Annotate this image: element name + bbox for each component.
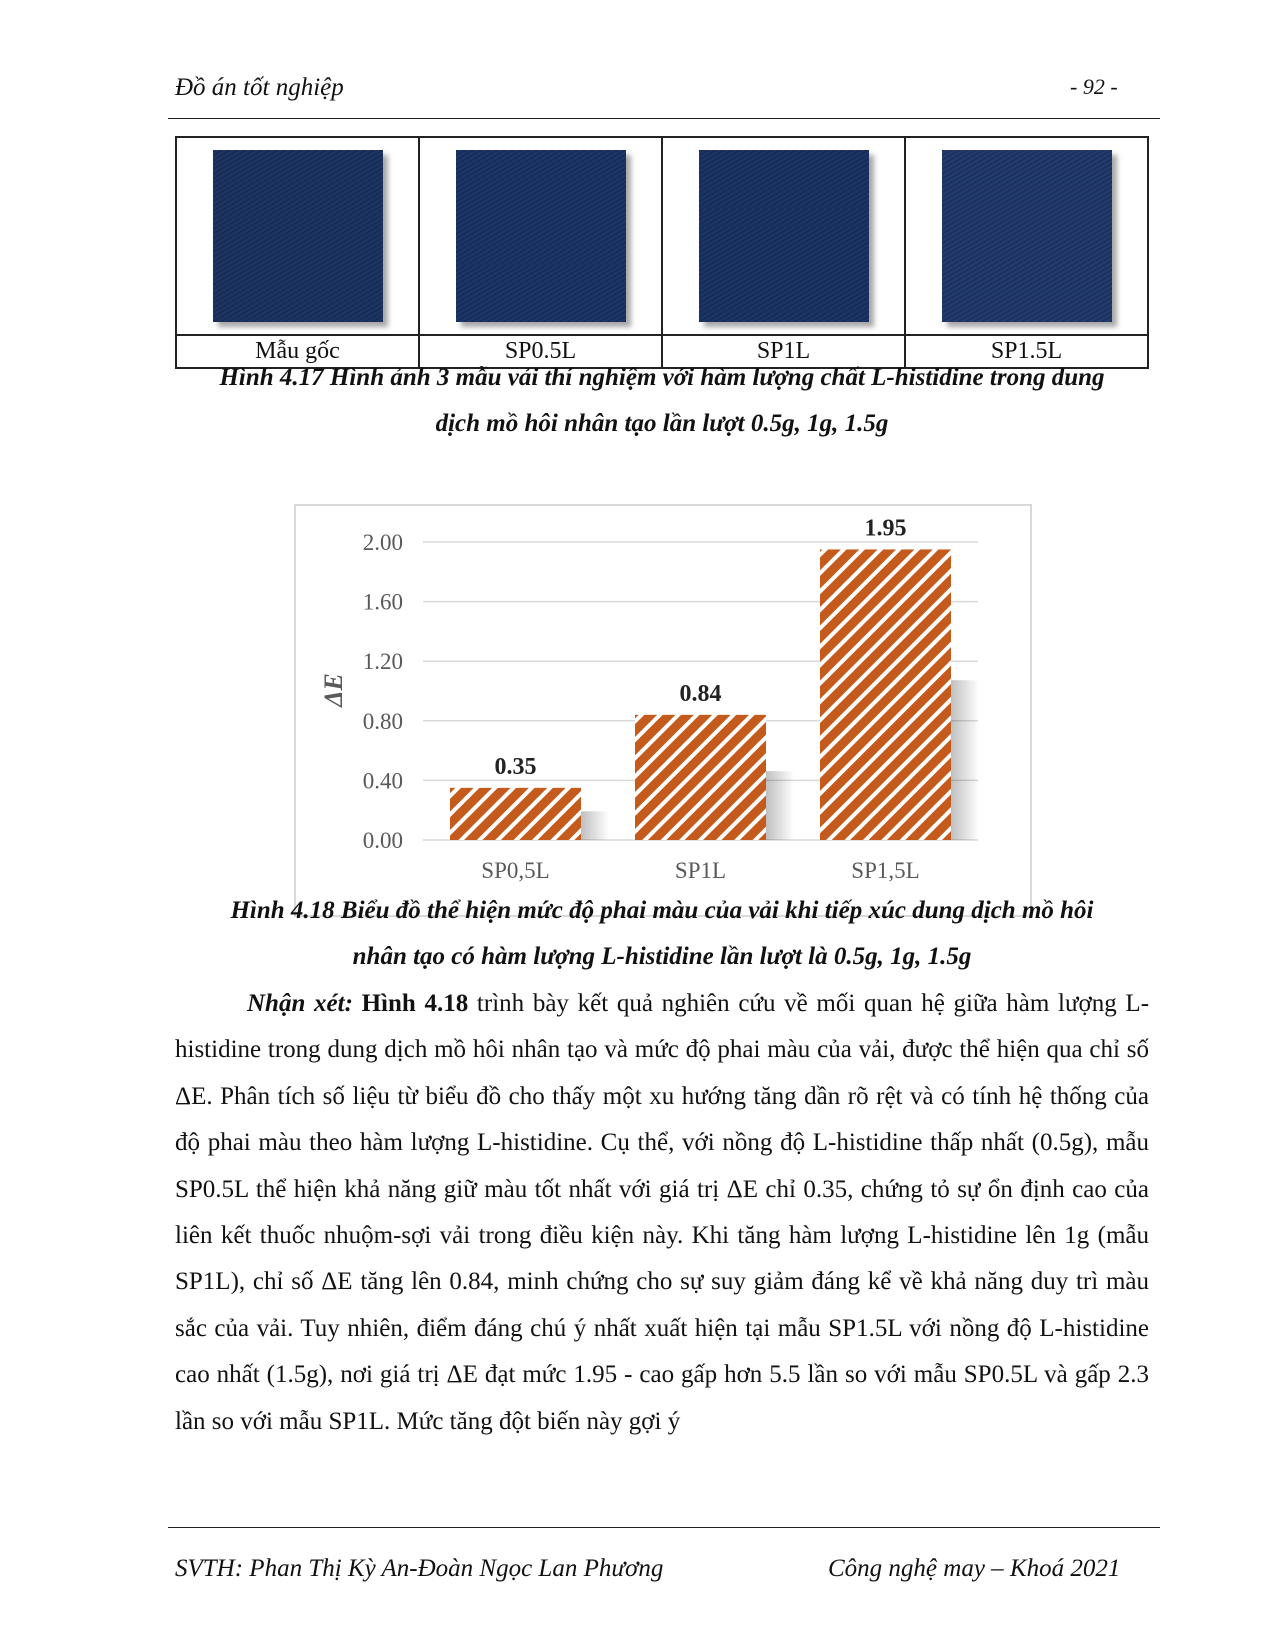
fabric-swatch-image [213,150,383,322]
header-divider [168,118,1160,119]
fabric-swatch-image [942,150,1112,322]
sample-label: SP0.5L [419,335,662,368]
footer-divider [168,1527,1160,1528]
fabric-swatch-image [699,150,869,322]
caption-line: Hình 4.17 Hình ảnh 3 mẫu vải thí nghiệm với hàm lượng chất L-histidine trong dung [219,364,1105,391]
x-tick-label: SP1L [674,858,727,883]
figure-417-caption [175,355,1149,447]
y-tick-label: 1.60 [362,589,403,615]
y-tick-label: 0.80 [362,708,403,734]
body-paragraph [175,981,1149,1445]
bar-shadow [766,771,794,840]
footer-program: Công nghệ may – Khoá 2021 [828,1555,1121,1582]
header-title: Đồ án tốt nghiệp [175,74,344,101]
bar [450,788,581,840]
sample-cell [662,137,905,335]
sample-cell [176,137,419,335]
y-axis-label: ΔE [319,673,348,707]
x-tick-label: SP1,5L [851,858,920,883]
sample-cell [419,137,662,335]
data-label: 0.35 [494,753,537,780]
bar [820,549,951,840]
data-label: 0.84 [679,680,722,707]
fabric-swatch-image [456,150,626,322]
footer-authors: SVTH: Phan Thị Kỳ An-Đoàn Ngọc Lan Phương [175,1555,664,1582]
page-number: - 92 - [1070,74,1118,99]
bar-shadow [581,811,609,840]
bar-shadow [951,680,979,840]
x-tick-label: SP0,5L [481,858,550,883]
caption-line: Hình 4.18 Biểu đồ thể hiện mức độ phai màu của vải khi tiếp xúc dung dịch mồ hôi [230,897,1094,924]
delta-e-chart [294,504,1032,917]
figure-reference: Hình 4.18 [361,990,469,1017]
remark-lead: Nhận xét: [247,990,353,1017]
sample-label: SP1L [662,335,905,368]
paragraph-text: trình bày kết quả nghiên cứu về mối quan hệ giữa hàm lượng L-histidine trong dung dịch mồ hôi nhân tạo và mức độ phai màu của vải, được thể hiện qua chỉ số ΔE. Phân tích số liệu từ biểu đồ cho thấy một xu hướng tăng dần rõ rệt và có tính hệ thống của độ phai màu theo hàm lượng L-histidine. Cụ thể, với nồng độ L-histidine thấp nhất (0.5g), mẫu SP0.5L thể hiện khả năng giữ màu tốt nhất với giá trị ΔE chỉ 0.35, chứng tỏ sự ổn định cao của liên kết thuốc nhuộm-sợi vải trong điều kiện này. Khi tăng hàm lượng L-histidine lên 1g (mẫu SP1L), chỉ số ΔE tăng lên 0.84, minh chứng cho sự suy giảm đáng kể về khả năng duy trì màu sắc của vải. Tuy nhiên, điểm đáng chú ý nhất xuất hiện tại mẫu SP1.5L với nồng độ L-histidine cao nhất (1.5g), nơi giá trị ΔE đạt mức 1.95 - cao gấp hơn 5.5 lần so với mẫu SP0.5L và gấp 2.3 lần so với mẫu SP1L. Mức tăng đột biến này gợi ý [175,990,1150,1435]
chart-svg [296,506,1030,915]
sample-label: Mẫu gốc [176,335,419,368]
caption-line: nhân tạo có hàm lượng L-histidine lần lượt là 0.5g, 1g, 1.5g [352,943,972,970]
data-label: 1.95 [864,515,907,542]
bar [635,715,766,840]
fabric-samples-table [175,136,1149,369]
y-tick-label: 0.40 [362,768,403,794]
y-tick-label: 0.00 [362,828,403,853]
figure-418-caption [175,888,1149,980]
sample-label: SP1.5L [905,335,1148,368]
caption-line: dịch mồ hôi nhân tạo lần lượt 0.5g, 1g, 1.5g [435,410,889,437]
sample-cell [905,137,1148,335]
y-tick-label: 2.00 [362,530,403,555]
y-tick-label: 1.20 [362,649,403,675]
